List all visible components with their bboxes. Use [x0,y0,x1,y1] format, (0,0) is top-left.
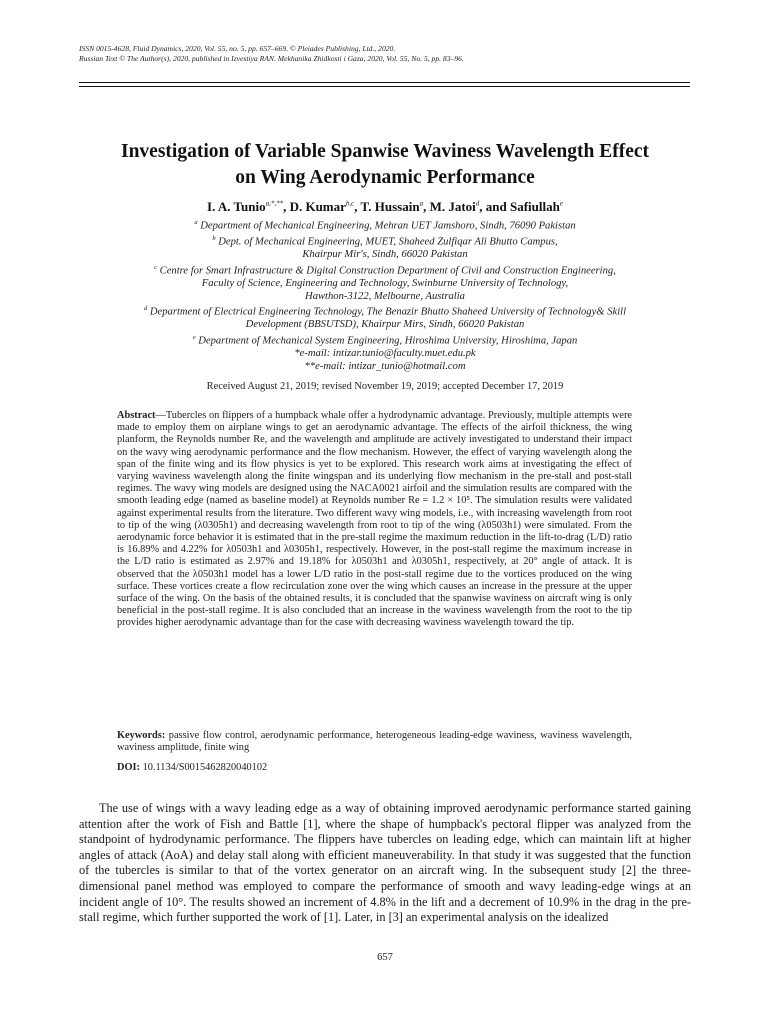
doi-text: 10.1134/S0015462820040102 [140,762,268,773]
affiliation-a: $^a$ Department of Mechanical Engineering, Mehran UET Jamshoro, Sindh, 76090 Pakistan [194,219,576,232]
email-1: *e-mail: intizar.tunio@faculty.muet.edu.pk [294,348,476,359]
author: D. Kumar$^{b,c}$, [289,199,361,215]
title-line-2: on Wing Aerodynamic Performance [235,167,535,188]
affiliation-e: $^e$ Department of Mechanical System Engineering, Hiroshima University, Hiroshima, Japan [192,333,578,347]
page-number: 657 [377,952,393,963]
header-line-2: Russian Text © The Author(s), 2020, published in Izvestiya RAN. Mekhanika Zhidkosti i Gaza, 2020, Vol. 55, No. 5, pp. 83–96. [79,54,464,63]
received-dates: Received August 21, 2019; revised November 19, 2019; accepted December 17, 2019 [206,381,564,392]
article-title [60,139,710,191]
abstract-label: Abstract [117,410,156,421]
affiliation-d: $^d$ Department of Electrical Engineering Technology, The Benazir Bhutto Shaheed University of Technology& Skill [143,305,627,318]
author-list [60,195,710,216]
email-2: **e-mail: intizar_tunio@hotmail.com [304,360,466,372]
header-line-1: ISSN 0015-4628, Fluid Dynamics, 2020, Vol. 55, no. 5, pp. 657–669. © Pleiades Publishing, Ltd., 2020. [79,44,396,53]
doi-label: DOI: [117,762,140,773]
affiliation-c-line-3: Hawthon-3122, Melbourne, Australia [305,290,465,302]
body-paragraph: The use of wings with a wavy leading edge as a way of obtaining improved aerodynamic performance started gaining attention after the work of Fish and Battle [1], where the shape of humpback's pectoral flipper was analyzed from the standpoint of hydrodynamic performance. The flippers have tubercles on leading edge, which can maintain lift at higher angles of attack (AoA) and delay stall along with efficient maneuverability. In that study it was suggested that the function of the tubercles is similar to that of the vortex generator on an aircraft wing. In the subsequent study [2] the three-dimensional panel method was employed to compare the performance of smooth and wavy leading-edge wings at an incident angle of 10°. The results showed an increment of 4.8% in the lift and a decrement of 10.9% in the drag in the pre-stall regime, which further supported the work of [1]. Later, in [3] an experimental analysis on the idealized [79,801,691,925]
affiliation-d-line-2: Development (BBSUTSD), Khairpur Mirs, Sindh, 66020 Pakistan [245,319,525,331]
author: Safiullah$^e$ [510,199,563,215]
doi [117,762,632,774]
author: M. Jatoi$^d$, and [429,199,510,215]
affiliations [60,217,710,373]
affiliation-c: $^c$ Centre for Smart Infrastructure & Digital Construction Department of Civil and Construction Engineering, [154,263,616,277]
affiliation-b-line-2: Khairpur Mir's, Sindh, 66020 Pakistan [302,249,468,261]
keywords-label: Keywords: [117,730,166,741]
title-line-1: Investigation of Variable Spanwise Waviness Wavelength Effect [121,141,649,162]
keywords-text: passive flow control, aerodynamic performance, heterogeneous leading-edge waviness, waviness wavelength, waviness amplitude, finite wing [117,730,632,754]
journal-header [79,44,699,64]
header-rule-thin [79,86,690,87]
abstract [117,410,632,630]
affiliation-b: $^b$ Dept. of Mechanical Engineering, MUET, Shaheed Zulfiqar Ali Bhutto Campus, [212,235,558,248]
author: T. Hussain$^a$, [360,199,430,215]
header-rule-thick [79,82,690,83]
author: I. A. Tunio$^{a,*,**}$, [207,199,290,215]
affiliation-c-line-2: Faculty of Science, Engineering and Technology, Swinburne University of Technology, [201,277,569,289]
keywords [117,730,632,754]
abstract-text: —Tubercles on flippers of a humpback whale offer a hydrodynamic advantage. Previously, multiple attempts were made to employ them on airplane wings to get an aerodynamic advantage. The effects of the airfoil thickness, the wing planform, the Reynolds number Re, and the wavelength and amplitude are actively investigated to understand their impact on the wavy wing aerodynamic performance and the flow mechanism. However, the effect of varying wavelength along the span of the finite wing and its flow physics is yet to be explored. This research work aims at investigating the effect of varying waviness wavelength along the finite wingspan and its underlying flow mechanism in the pre-stall and post-stall regimes. The wavy wing models are designed using the NACA0021 airfoil and the simulation results are compared with the smooth leading edge (named as baseline model) at Reynolds number Re = 1.2 × 10⁵. The simulation results were validated against experimental results from the literature. Two different wavy wing models, i.e., with increasing wavelength from root to tip of the wing (λ0305h1) and decreasing wavelength from root to tip of the wing (λ0503h1) were simulated. From the aerodynamic force behavior it is estimated that in the pre-stall regime the maximum reduction in the lift-to-drag (L/D) ratio is 16.89% and 4.22% for λ0503h1 and λ0305h1, respectively. However, in the post-stall regime the maximum increase in the L/D ratio is estimated as 2.97% and 19.18% for λ0503h1 and λ0305h1, respectively, at 20° angle of attack. It is observed that the λ0503h1 model has a lower L/D ratio in the post-stall regime due to the vortices produced on the wing surface. These vortices create a flow recirculation zone over the wing which causes an increase in the pressure at the upper surface of the wing. On the basis of the obtained results, it is concluded that the spanwise waviness on aircraft wing is only beneficial in the post-stall regime. It is also concluded that an increase in the waviness wavelength from the root to the tip provides higher aerodynamic advantage than for the case with decreasing waviness wavelength toward the tip. [117,410,632,629]
